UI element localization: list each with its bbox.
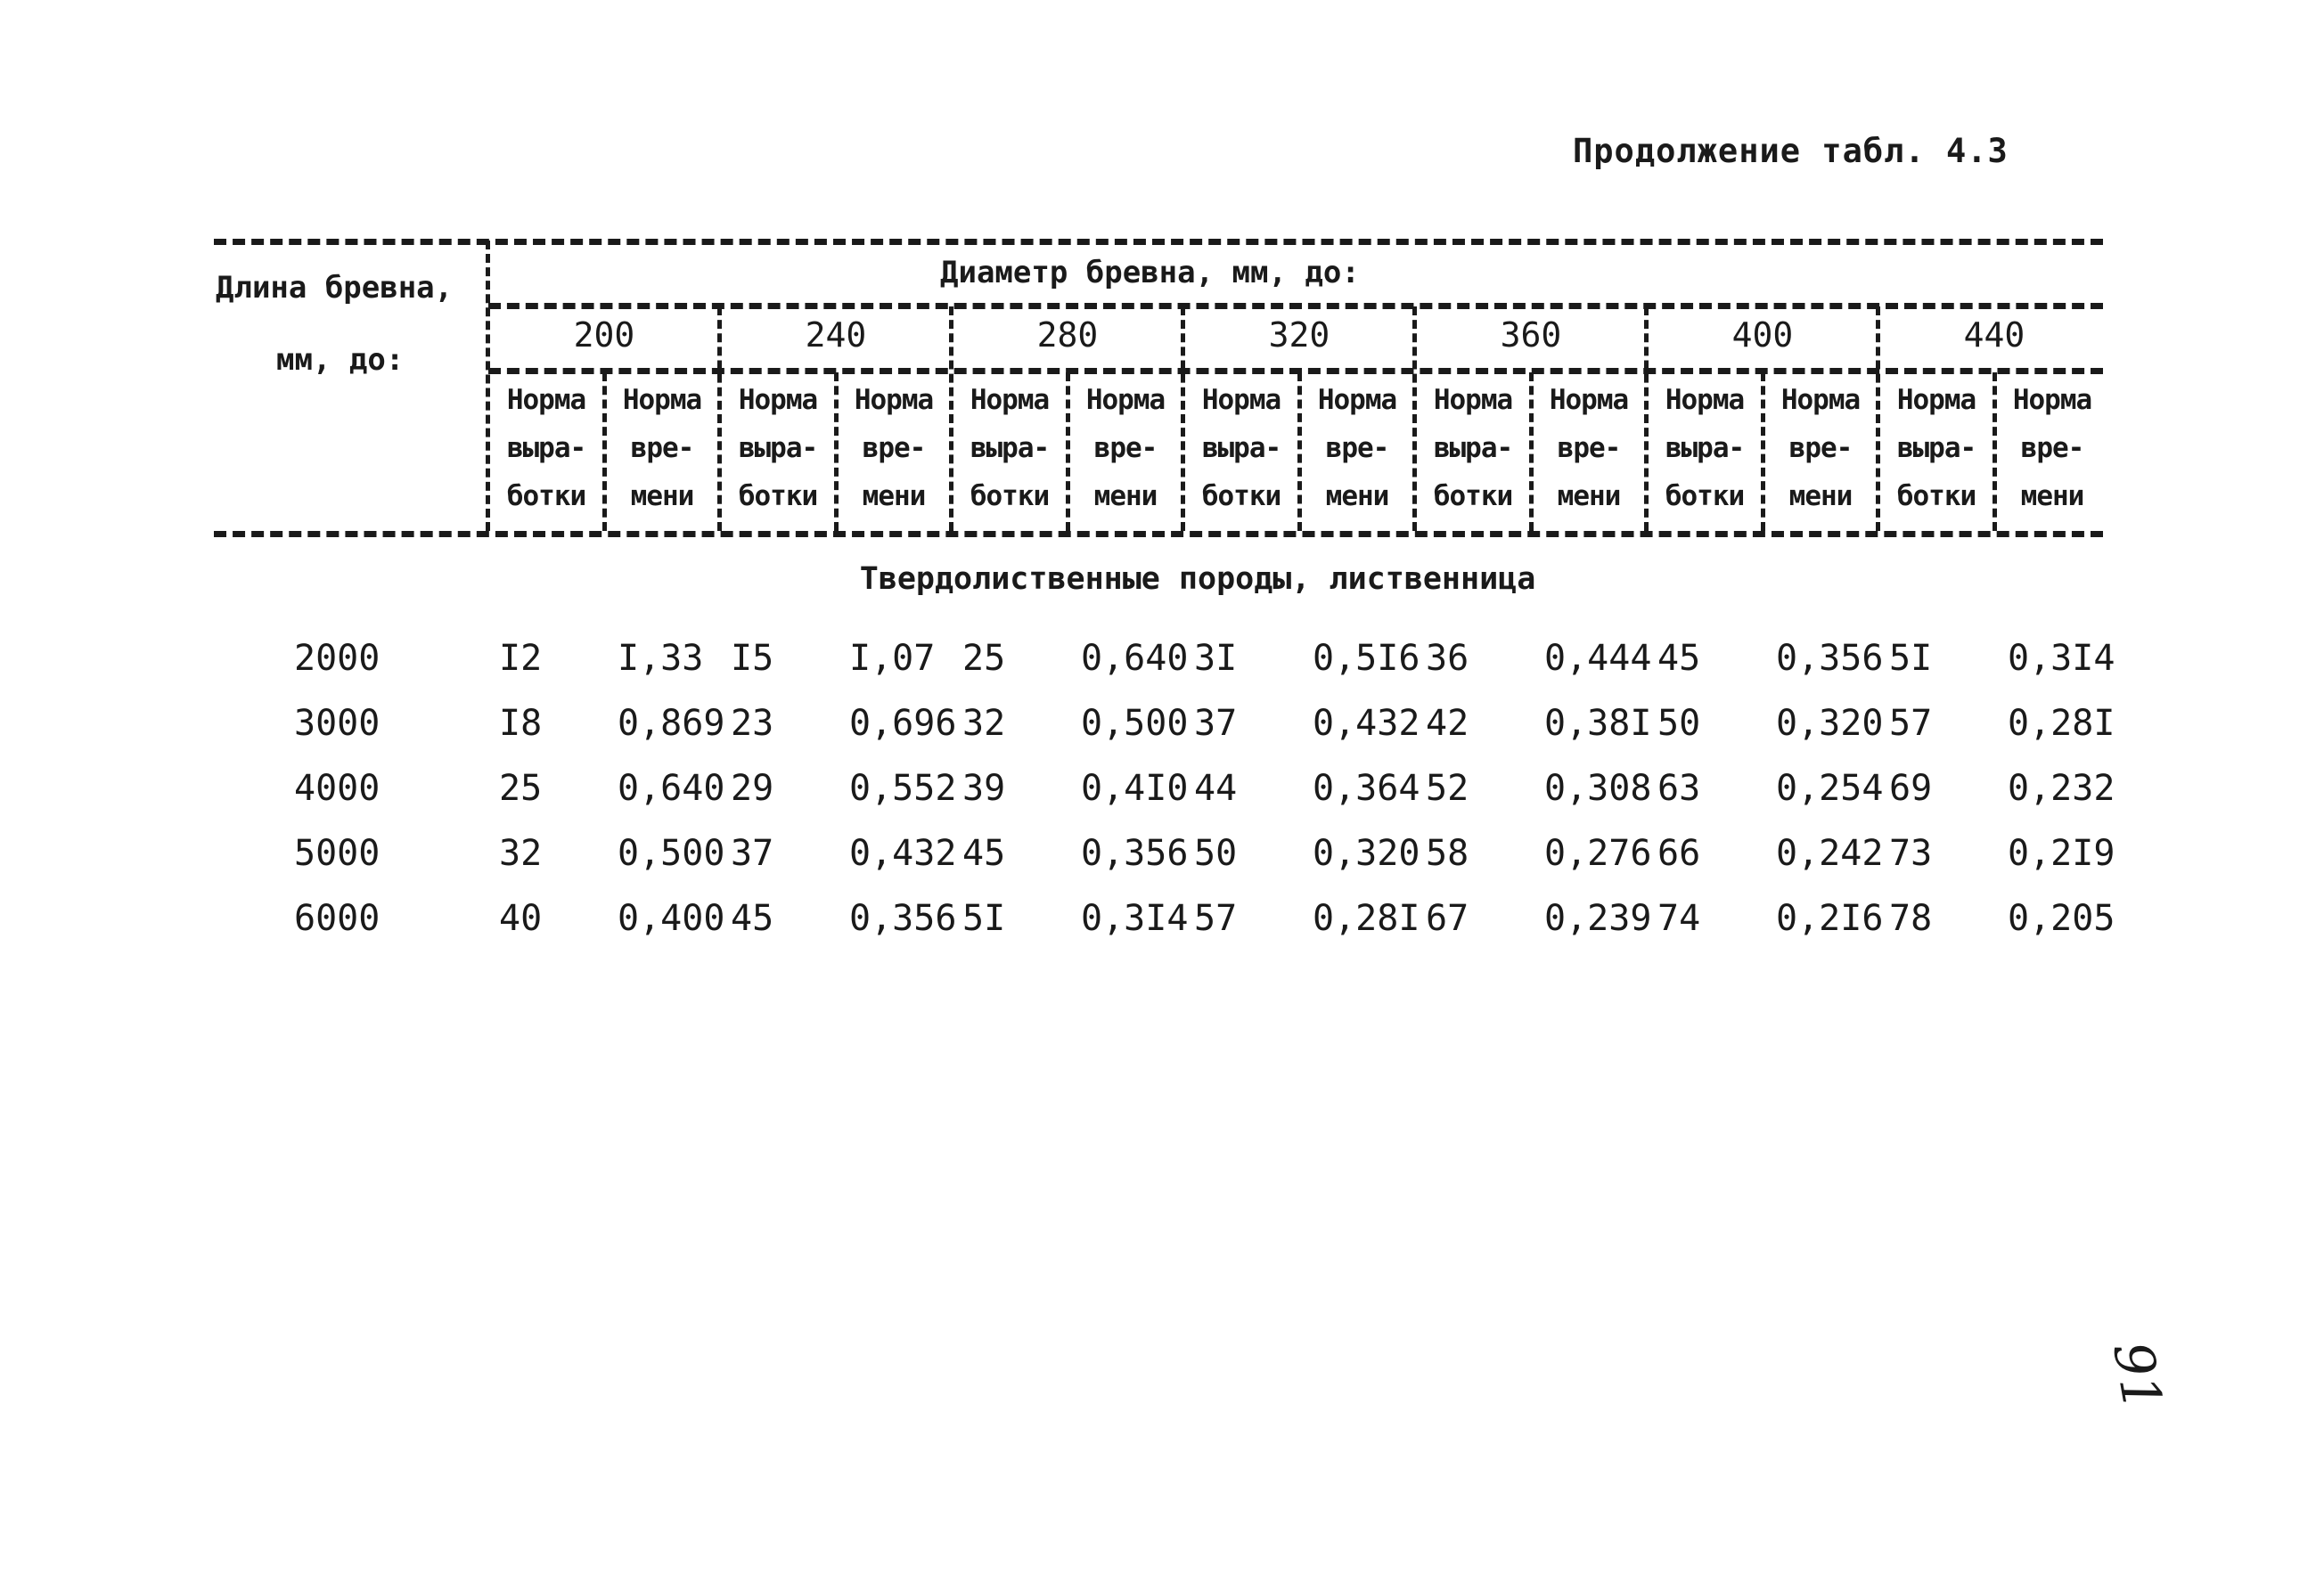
- length-header-line2: мм, до:: [276, 342, 405, 378]
- output-norm-cell: 67: [1426, 898, 1469, 939]
- time-norm-cell: 0,254: [1776, 768, 1884, 809]
- sub-header-output-norm: Норма выра- ботки: [506, 384, 586, 512]
- section-title: Твердолиственные породы, лиственница: [859, 561, 1536, 597]
- time-norm-cell: 0,38I: [1544, 703, 1652, 744]
- time-norm-cell: 0,500: [1081, 703, 1189, 744]
- time-norm-cell: 0,432: [1313, 703, 1420, 744]
- output-norm-cell: 42: [1426, 703, 1469, 744]
- output-norm-cell: 45: [962, 833, 1006, 874]
- output-norm-cell: 66: [1657, 833, 1701, 874]
- time-norm-cell: 0,2I6: [1776, 898, 1884, 939]
- output-norm-cell: 3I: [1194, 638, 1238, 679]
- time-norm-cell: 0,3I4: [2008, 638, 2115, 679]
- time-norm-cell: 0,356: [1081, 833, 1189, 874]
- row-length-value: 4000: [294, 768, 381, 809]
- row-length-value: 6000: [294, 898, 381, 939]
- time-norm-cell: 0,552: [849, 768, 957, 809]
- output-norm-cell: 29: [731, 768, 774, 809]
- time-norm-cell: I,33: [618, 638, 704, 679]
- diameter-header-400: 400: [1731, 315, 1794, 355]
- time-norm-cell: 0,869: [618, 703, 725, 744]
- diameter-values-rule: [488, 368, 2103, 374]
- output-norm-cell: 25: [499, 768, 543, 809]
- sub-header-time-norm: Норма вре- мени: [1085, 384, 1166, 512]
- time-norm-cell: 0,2I9: [2008, 833, 2115, 874]
- output-norm-cell: 45: [731, 898, 774, 939]
- time-norm-cell: 0,356: [1776, 638, 1884, 679]
- output-norm-cell: 39: [962, 768, 1006, 809]
- time-norm-cell: 0,696: [849, 703, 957, 744]
- time-norm-cell: 0,320: [1776, 703, 1884, 744]
- output-norm-cell: 45: [1657, 638, 1701, 679]
- diameter-header-280: 280: [1036, 315, 1099, 355]
- header-bottom-rule: [214, 531, 2103, 537]
- table-row: [0, 638, 2324, 688]
- sub-header-output-norm: Норма выра- ботки: [970, 384, 1050, 512]
- table-caption: Продолжение табл. 4.3: [1573, 132, 2009, 170]
- time-norm-cell: 0,640: [618, 768, 725, 809]
- output-norm-cell: 37: [731, 833, 774, 874]
- time-norm-cell: 0,356: [849, 898, 957, 939]
- diameter-header-360: 360: [1500, 315, 1562, 355]
- output-norm-cell: 40: [499, 898, 543, 939]
- time-norm-cell: 0,239: [1544, 898, 1652, 939]
- output-norm-cell: 69: [1889, 768, 1933, 809]
- diameter-title-rule: [488, 303, 2103, 309]
- table-row: [0, 703, 2324, 753]
- output-norm-cell: 73: [1889, 833, 1933, 874]
- sub-header-output-norm: Норма выра- ботки: [1433, 384, 1513, 512]
- time-norm-cell: 0,444: [1544, 638, 1652, 679]
- output-norm-cell: 25: [962, 638, 1006, 679]
- output-norm-cell: 58: [1426, 833, 1469, 874]
- diameter-header-200: 200: [573, 315, 635, 355]
- output-norm-cell: 23: [731, 703, 774, 744]
- row-length-value: 3000: [294, 703, 381, 744]
- time-norm-cell: 0,3I4: [1081, 898, 1189, 939]
- time-norm-cell: 0,640: [1081, 638, 1189, 679]
- sub-header-time-norm: Норма вре- мени: [2012, 384, 2092, 512]
- time-norm-cell: 0,432: [849, 833, 957, 874]
- time-norm-cell: 0,28I: [1313, 898, 1420, 939]
- time-norm-cell: I,07: [849, 638, 936, 679]
- output-norm-cell: 5I: [962, 898, 1006, 939]
- page-number: 91: [2100, 1337, 2174, 1416]
- output-norm-cell: 50: [1194, 833, 1238, 874]
- output-norm-cell: 32: [962, 703, 1006, 744]
- row-length-value: 2000: [294, 638, 381, 679]
- time-norm-cell: 0,5I6: [1313, 638, 1420, 679]
- time-norm-cell: 0,28I: [2008, 703, 2115, 744]
- sub-header-output-norm: Норма выра- ботки: [738, 384, 818, 512]
- time-norm-cell: 0,320: [1313, 833, 1420, 874]
- output-norm-cell: 57: [1194, 898, 1238, 939]
- output-norm-cell: 36: [1426, 638, 1469, 679]
- sub-header-output-norm: Норма выра- ботки: [1896, 384, 1976, 512]
- output-norm-cell: 44: [1194, 768, 1238, 809]
- output-norm-cell: 37: [1194, 703, 1238, 744]
- diameter-header-440: 440: [1963, 315, 2025, 355]
- time-norm-cell: 0,205: [2008, 898, 2115, 939]
- sub-header-output-norm: Норма выра- ботки: [1201, 384, 1281, 512]
- time-norm-cell: 0,242: [1776, 833, 1884, 874]
- table-row: [0, 898, 2324, 948]
- output-norm-cell: 52: [1426, 768, 1469, 809]
- output-norm-cell: 57: [1889, 703, 1933, 744]
- diameter-header: Диаметр бревна, мм, до:: [940, 255, 1360, 290]
- table-row: [0, 768, 2324, 818]
- sub-header-time-norm: Норма вре- мени: [622, 384, 702, 512]
- output-norm-cell: 32: [499, 833, 543, 874]
- output-norm-cell: 63: [1657, 768, 1701, 809]
- time-norm-cell: 0,364: [1313, 768, 1420, 809]
- sub-header-output-norm: Норма выра- ботки: [1665, 384, 1745, 512]
- output-norm-cell: 5I: [1889, 638, 1933, 679]
- row-length-value: 5000: [294, 833, 381, 874]
- length-header-line1: Длина бревна,: [216, 270, 454, 306]
- diameter-header-320: 320: [1268, 315, 1330, 355]
- sub-header-time-norm: Норма вре- мени: [1549, 384, 1629, 512]
- time-norm-cell: 0,400: [618, 898, 725, 939]
- output-norm-cell: 78: [1889, 898, 1933, 939]
- diameter-header-240: 240: [805, 315, 867, 355]
- time-norm-cell: 0,4I0: [1081, 768, 1189, 809]
- output-norm-cell: 50: [1657, 703, 1701, 744]
- sub-header-time-norm: Норма вре- мени: [1317, 384, 1397, 512]
- sub-header-time-norm: Норма вре- мени: [1780, 384, 1861, 512]
- time-norm-cell: 0,308: [1544, 768, 1652, 809]
- table-row: [0, 833, 2324, 883]
- sub-header-time-norm: Норма вре- мени: [854, 384, 934, 512]
- time-norm-cell: 0,232: [2008, 768, 2115, 809]
- output-norm-cell: I5: [731, 638, 774, 679]
- output-norm-cell: I2: [499, 638, 543, 679]
- output-norm-cell: I8: [499, 703, 543, 744]
- time-norm-cell: 0,276: [1544, 833, 1652, 874]
- output-norm-cell: 74: [1657, 898, 1701, 939]
- header-top-rule: [214, 239, 2103, 245]
- time-norm-cell: 0,500: [618, 833, 725, 874]
